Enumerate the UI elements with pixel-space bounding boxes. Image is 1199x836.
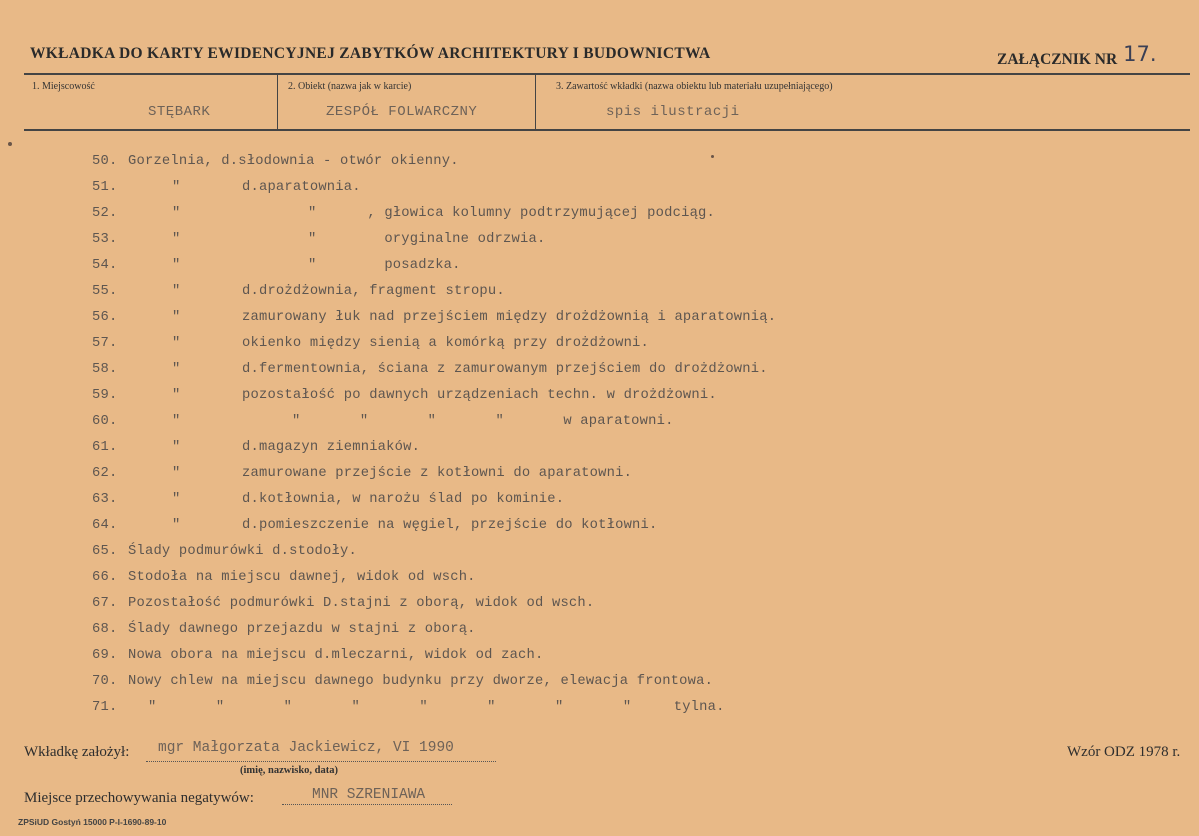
item-number: 56. — [92, 310, 118, 325]
item-number: 69. — [92, 648, 118, 663]
header-top-rule — [24, 73, 1190, 75]
attachment-number — [997, 42, 1157, 69]
item-number: 64. — [92, 518, 118, 533]
attachment-label: ZAŁĄCZNIK NR — [997, 51, 1118, 68]
item-ditto: " — [172, 388, 181, 403]
item-number: 53. — [92, 232, 118, 247]
storage-label: Miejsce przechowywania negatywów: — [24, 790, 254, 806]
item-number: 66. — [92, 570, 118, 585]
printer-imprint: ZPSiUD Gostyń 15000 P-I-1690-89-10 — [18, 817, 167, 827]
item-number: 51. — [92, 180, 118, 195]
speck-mark — [711, 155, 714, 158]
field-value-object: ZESPÓŁ FOLWARCZNY — [326, 104, 478, 120]
item-text: d.pomieszczenie na węgiel, przejście do kotłowni. — [242, 518, 658, 533]
item-ditto: " — [172, 232, 181, 247]
item-text: zamurowany łuk nad przejściem między drożdżownią i aparatownią. — [242, 310, 777, 325]
item-ditto: " — [172, 284, 181, 299]
author-dotted-line — [146, 761, 496, 762]
item-number: 62. — [92, 466, 118, 481]
item-text: Ślady podmurówki d.stodoły. — [128, 544, 357, 559]
item-number: 60. — [92, 414, 118, 429]
item-text: d.drożdżownia, fragment stropu. — [242, 284, 505, 299]
item-text: Nowa obora na miejscu d.mleczarni, widok od zach. — [128, 648, 544, 663]
item-text: d.aparatownia. — [242, 180, 361, 195]
item-text: " " " " " " " " tylna. — [148, 700, 725, 715]
item-ditto: " — [172, 362, 181, 377]
field-label-locality: 1. Miejscowość — [32, 81, 95, 92]
item-number: 58. — [92, 362, 118, 377]
edge-mark — [8, 142, 12, 146]
item-number: 61. — [92, 440, 118, 455]
item-text: d.kotłownia, w narożu ślad po kominie. — [242, 492, 565, 507]
item-number: 55. — [92, 284, 118, 299]
author-value: mgr Małgorzata Jackiewicz, VI 1990 — [158, 740, 454, 756]
form-title: WKŁADKA DO KARTY EWIDENCYJNEJ ZABYTKÓW ARCHITEKTURY I BUDOWNICTWA — [30, 45, 711, 62]
item-number: 68. — [92, 622, 118, 637]
item-text: " oryginalne odrzwia. — [308, 232, 546, 247]
item-text: " , głowica kolumny podtrzymującej podciąg. — [308, 206, 716, 221]
item-ditto: " — [172, 258, 181, 273]
item-text: d.magazyn ziemniaków. — [242, 440, 421, 455]
item-number: 70. — [92, 674, 118, 689]
field-value-contents: spis ilustracji — [606, 104, 740, 120]
item-ditto: " — [172, 336, 181, 351]
field-divider-2 — [535, 75, 536, 129]
item-text: okienko między sienią a komórką przy drożdżowni. — [242, 336, 650, 351]
field-label-contents: 3. Zawartość wkładki (nazwa obiektu lub materiału uzupełniającego) — [556, 81, 833, 92]
item-number: 50. — [92, 154, 118, 169]
item-number: 65. — [92, 544, 118, 559]
field-divider-1 — [277, 75, 278, 129]
item-ditto: " — [172, 310, 181, 325]
field-value-locality: STĘBARK — [148, 104, 211, 120]
storage-dotted-line — [282, 804, 452, 805]
template-version: Wzór ODZ 1978 r. — [1067, 744, 1181, 760]
item-text: zamurowane przejście z kotłowni do aparatowni. — [242, 466, 633, 481]
item-text: Pozostałość podmurówki D.stajni z oborą, widok od wsch. — [128, 596, 595, 611]
item-text: " posadzka. — [308, 258, 461, 273]
item-number: 67. — [92, 596, 118, 611]
item-text: Gorzelnia, d.słodownia - otwór okienny. — [128, 154, 459, 169]
item-ditto: " — [172, 414, 181, 429]
item-text: pozostałość po dawnych urządzeniach techn. w drożdżowni. — [242, 388, 717, 403]
item-text: " " " " w aparatowni. — [292, 414, 674, 429]
storage-value: MNR SZRENIAWA — [312, 787, 426, 803]
field-label-object: 2. Obiekt (nazwa jak w karcie) — [288, 81, 412, 92]
author-label: Wkładkę założył: — [24, 744, 130, 760]
author-hint: (imię, nazwisko, data) — [240, 765, 338, 776]
item-text: d.fermentownia, ściana z zamurowanym przejściem do drożdżowni. — [242, 362, 768, 377]
item-number: 59. — [92, 388, 118, 403]
item-text: Stodoła na miejscu dawnej, widok od wsch. — [128, 570, 476, 585]
attachment-handwritten-number: 17. — [1123, 42, 1157, 66]
item-ditto: " — [172, 466, 181, 481]
item-number: 54. — [92, 258, 118, 273]
item-ditto: " — [172, 206, 181, 221]
item-number: 57. — [92, 336, 118, 351]
item-text: Ślady dawnego przejazdu w stajni z oborą. — [128, 622, 476, 637]
item-number: 52. — [92, 206, 118, 221]
item-ditto: " — [172, 492, 181, 507]
item-ditto: " — [172, 180, 181, 195]
item-ditto: " — [172, 440, 181, 455]
item-number: 63. — [92, 492, 118, 507]
item-ditto: " — [172, 518, 181, 533]
header-bottom-rule — [24, 129, 1190, 131]
item-text: Nowy chlew na miejscu dawnego budynku przy dworze, elewacja frontowa. — [128, 674, 714, 689]
item-number: 71. — [92, 700, 118, 715]
